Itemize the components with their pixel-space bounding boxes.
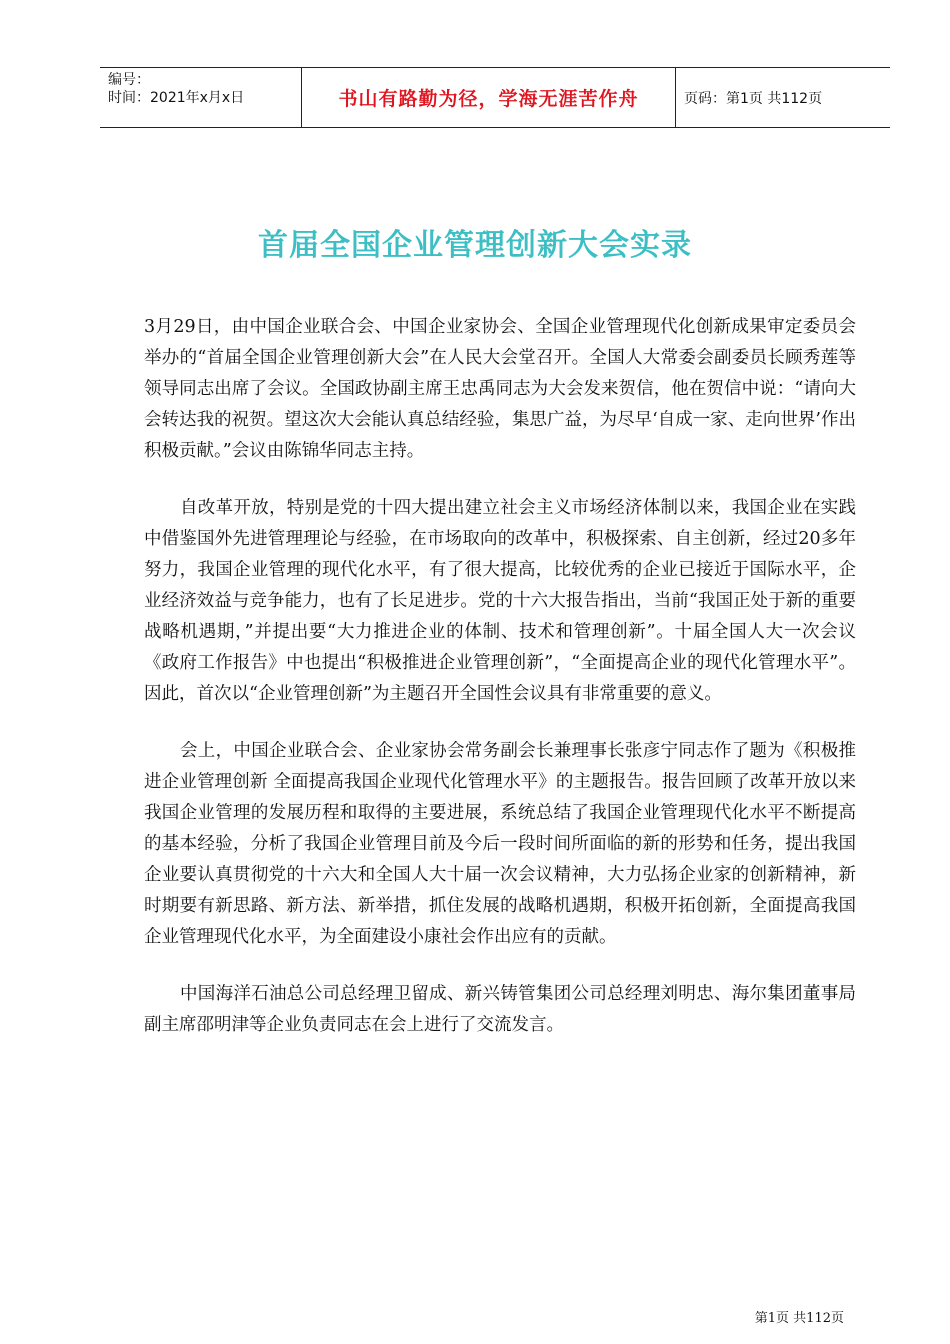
header-meta-cell xyxy=(100,68,302,127)
header-time-label: 时间：2021年x月x日 xyxy=(108,90,245,106)
document-title: 首届全国企业管理创新大会实录 xyxy=(258,228,692,263)
page-footer: 第1页 共112页 xyxy=(754,1311,844,1326)
paragraph-1: 3月29日，由中国企业联合会、中国企业家协会、全国企业管理现代化创新成果审定委员会举办的“首届全国企业管理创新大会”在人民大会堂召开。全国人大常委会副委员长顾秀莲等领导同志出席了会议。全国政协副主席王忠禹同志为大会发来贺信，他在贺信中说：“请向大会转达我的祝贺。望这次大会能认真总结经验，集思广益，为尽早‘自成一家、走向世界’作出积极贡献。”会议由陈锦华同志主持。 xyxy=(144,317,856,461)
header-page-label: 页码：第1页 共112页 xyxy=(684,90,823,107)
paragraph-2: 自改革开放，特别是党的十四大提出建立社会主义市场经济体制以来，我国企业在实践中借鉴国外先进管理理论与经验，在市场取向的改革中，积极探索、自主创新，经过20多年努力，我国企业管理的现代化水平，有了很大提高，比较优秀的企业已接近于国际水平，企业经济效益与竞争能力，也有了长足进步。党的十六大报告指出，当前“我国正处于新的重要战略机遇期，”并提出要“大力推进企业的体制、技术和管理创新”。十届全国人大一次会议《政府工作报告》中也提出“积极推进企业管理创新”，“全面提高企业的现代化管理水平”。因此，首次以“企业管理创新”为主题召开全国性会议具有非常重要的意义。 xyxy=(144,498,856,704)
page-header xyxy=(100,67,890,128)
header-number-label: 编号： xyxy=(108,72,150,88)
document-body xyxy=(144,312,856,1067)
paragraph-4: 中国海洋石油总公司总经理卫留成、新兴铸管集团公司总经理刘明忠、海尔集团董事局副主席邵明津等企业负责同志在会上进行了交流发言。 xyxy=(144,984,856,1035)
paragraph-3: 会上，中国企业联合会、企业家协会常务副会长兼理事长张彦宁同志作了题为《积极推进企业管理创新 全面提高我国企业现代化管理水平》的主题报告。报告回顾了改革开放以来我国企业管理的发展历程和取得的主要进展，系统总结了我国企业管理现代化水平不断提高的基本经验，分析了我国企业管理目前及今后一段时间所面临的新的形势和任务，提出我国企业要认真贯彻党的十六大和全国人大十届一次会议精神，大力弘扬企业家的创新精神，新时期要有新思路、新方法、新举措，抓住发展的战略机遇期，积极开拓创新，全面提高我国企业管理现代化水平，为全面建设小康社会作出应有的贡献。 xyxy=(144,741,856,947)
header-motto: 书山有路勤为径，学海无涯苦作舟 xyxy=(302,68,676,127)
